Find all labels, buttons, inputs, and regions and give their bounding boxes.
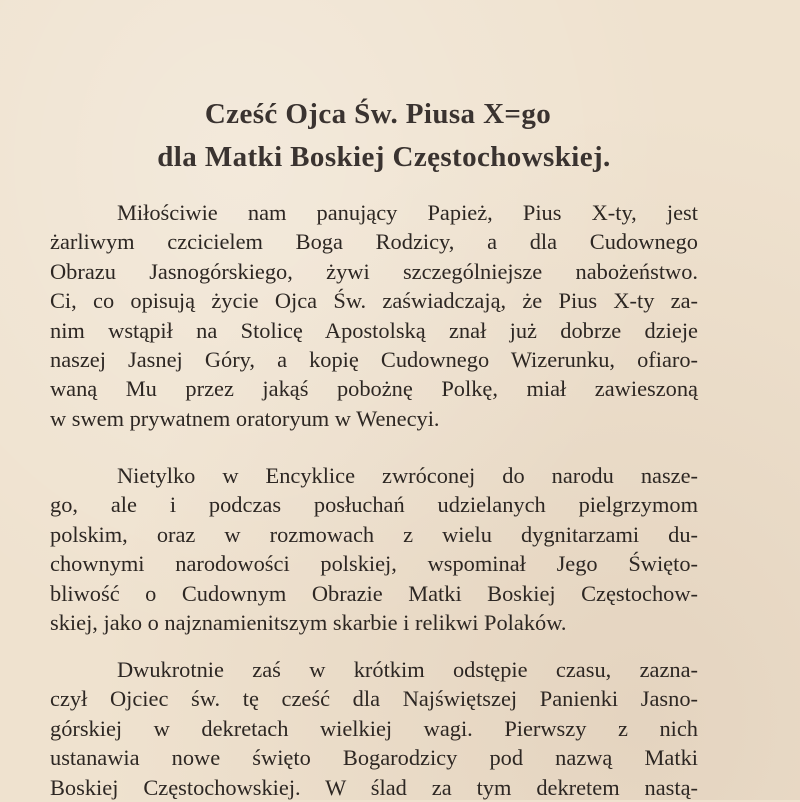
- text-line: górskiej w dekretach wielkiej wagi. Pierwszy z nich: [50, 715, 698, 741]
- text-line: Boskiej Częstochowskiej. W ślad za tym dekretem nastą-: [50, 774, 698, 800]
- text-line: Ci, co opisują życie Ojca Św. zaświadczają, że Pius X-ty za-: [50, 288, 698, 314]
- text-line: waną Mu przez jakąś pobożnę Polkę, miał zawieszoną: [50, 376, 698, 402]
- page-title-line-1: Cześć Ojca Św. Piusa X=go: [204, 98, 552, 130]
- text-line: Nietylko w Encyklice zwróconej do narodu nasze-: [117, 463, 698, 488]
- text-line: Dwukrotnie zaś w krótkim odstępie czasu, zazna-: [117, 657, 698, 682]
- text-line: skiej, jako o najznamienitszym skarbie i relikwi Polaków.: [50, 609, 567, 635]
- text-line: czył Ojciec św. tę cześć dla Najświętszej Panienki Jasno-: [50, 686, 698, 712]
- text-line: bliwość o Cudownym Obrazie Matki Boskiej Częstochow-: [50, 580, 698, 606]
- page-title-line-2: dla Matki Boskiej Częstochowskiej.: [157, 141, 611, 173]
- text-line: ustanawia nowe święto Bogarodzicy pod nazwą Matki: [50, 745, 698, 771]
- text-line: naszej Jasnej Góry, a kopię Cudownego Wizerunku, ofiaro-: [50, 346, 698, 372]
- text-line: Obrazu Jasnogórskiego, żywi szczególniejsze nabożeństwo.: [50, 258, 698, 284]
- text-line: chownymi narodowości polskiej, wspominał Jego Święto-: [50, 551, 698, 577]
- text-line: nim wstąpił na Stolicę Apostolską znał już dobrze dzieje: [50, 317, 698, 343]
- text-line: w swem prywatnem oratoryum w Wenecyi.: [50, 405, 440, 431]
- paragraph-3: [50, 655, 698, 802]
- text-line: żarliwym czcicielem Boga Rodzicy, a dla Cudownego: [50, 229, 698, 255]
- text-line: go, ale i podczas posłuchań udzielanych pielgrzymom: [50, 492, 698, 518]
- paragraph-2: [50, 461, 698, 637]
- text-line: polskim, oraz w rozmowach z wielu dygnitarzami du-: [50, 521, 698, 547]
- text-line: Miłościwie nam panujący Papież, Pius X-ty, jest: [117, 200, 698, 225]
- paragraph-1: [50, 198, 698, 433]
